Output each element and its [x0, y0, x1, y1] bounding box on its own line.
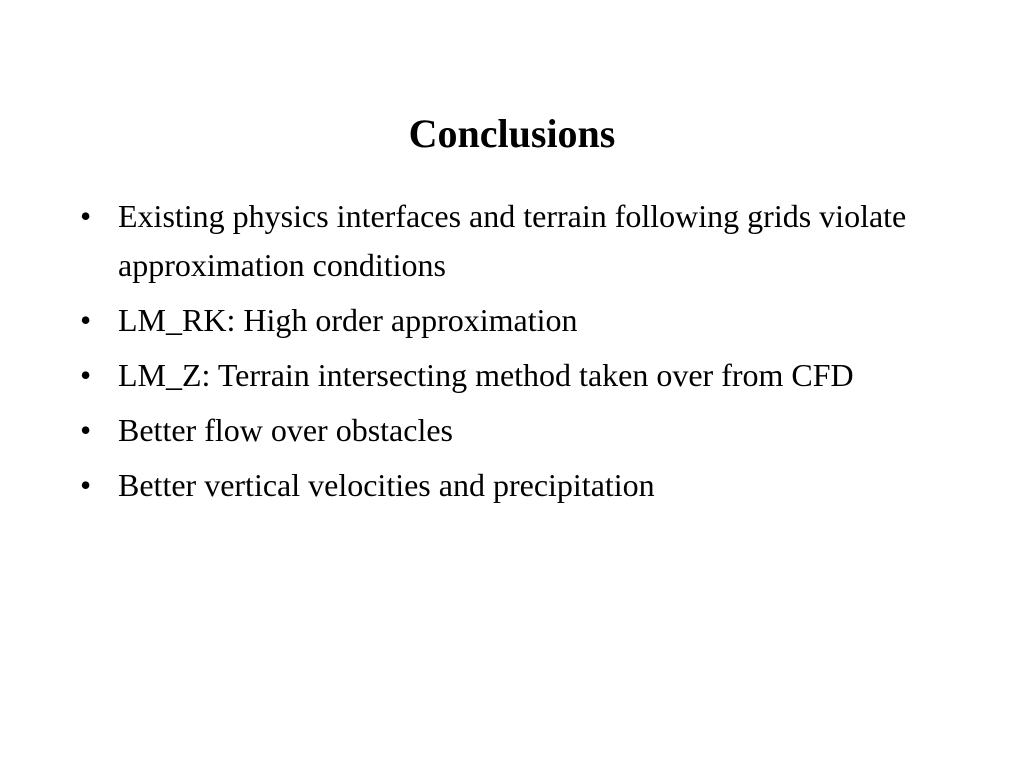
bullet-dot-icon: • [80, 302, 92, 338]
bullet-list [72, 192, 992, 516]
bullet-text: Existing physics interfaces and terrain following grids violate approximation conditions [118, 198, 907, 283]
bullet-dot-icon: • [80, 198, 92, 234]
bullet-dot-icon: • [80, 467, 92, 503]
bullet-item [72, 296, 992, 345]
bullet-text: Better flow over obstacles [118, 412, 453, 448]
bullet-text: LM_Z: Terrain intersecting method taken over from CFD [118, 357, 854, 393]
slide-title: Conclusions [408, 111, 616, 156]
bullet-text: Better vertical velocities and precipitation [118, 467, 655, 503]
bullet-item [72, 192, 992, 290]
bullet-item [72, 351, 992, 400]
bullet-item [72, 406, 992, 455]
bullet-dot-icon: • [80, 412, 92, 448]
bullet-dot-icon: • [80, 357, 92, 393]
bullet-text: LM_RK: High order approximation [118, 302, 578, 338]
bullet-item [72, 461, 992, 510]
